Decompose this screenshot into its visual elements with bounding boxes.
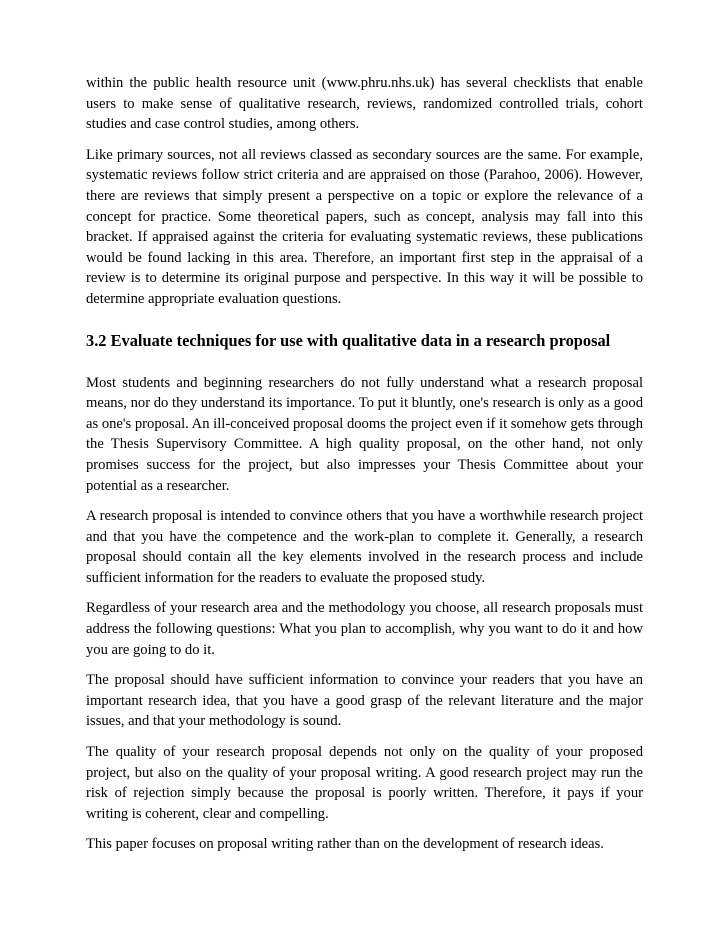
- paragraph-proposal-quality: The quality of your research proposal depends not only on the quality of your proposed project, but also on the quality of your proposal writing. A good research project may run the risk of rejection simply because the proposal is poorly written. Therefore, it pays if your writing is coherent, clear and compelling.: [86, 744, 643, 822]
- paragraph-secondary-sources: Like primary sources, not all reviews classed as secondary sources are the same. For example, systematic reviews follow strict criteria and are appraised on those (Parahoo, 2006). However, there are reviews that simply present a perspective on a topic or explore the relevance of a concept for practice. Some theoretical papers, such as concept, analysis may fall into this bracket. If appraised against the criteria for evaluating systematic reviews, these publications would be found lacking in this area. Therefore, an important first step in the appraisal of a review is to determine its original purpose and perspective. In this way it will be possible to determine appropriate evaluation questions.: [86, 146, 643, 307]
- paragraph-paper-focus: This paper focuses on proposal writing rather than on the development of research ideas.: [86, 836, 604, 853]
- section-heading: 3.2 Evaluate techniques for use with qualitative data in a research proposal: [86, 330, 611, 350]
- paragraph-proposal-sufficiency: The proposal should have sufficient information to convince your readers that you have an important research idea, that you have a good grasp of the relevant literature and the major issues, and that your methodology is sound.: [86, 672, 643, 730]
- paragraph-proposal-questions: Regardless of your research area and the methodology you choose, all research proposals must address the following questions: What you plan to accomplish, why you want to do it and how you are going to do it.: [86, 600, 643, 658]
- paragraph-proposal-purpose: A research proposal is intended to convince others that you have a worthwhile research project and that you have the competence and the work-plan to complete it. Generally, a research proposal should contain all the key elements involved in the research process and include sufficient information for the readers to evaluate the proposed study.: [86, 508, 643, 586]
- document-page: [86, 73, 643, 865]
- paragraph-proposal-importance: Most students and beginning researchers do not fully understand what a research proposal means, nor do they understand its importance. To put it bluntly, one's research is only as a good as one's proposal. An ill-conceived proposal dooms the project even if it somehow gets through the Thesis Supervisory Committee. A high quality proposal, on the other hand, not only promises success for the project, but also impresses your Thesis Committee about your potential as a researcher.: [86, 374, 643, 494]
- paragraph-checklists: within the public health resource unit (www.phru.nhs.uk) has several checklists that enable users to make sense of qualitative research, reviews, randomized controlled trials, cohort studies and case control studies, among others.: [86, 75, 643, 133]
